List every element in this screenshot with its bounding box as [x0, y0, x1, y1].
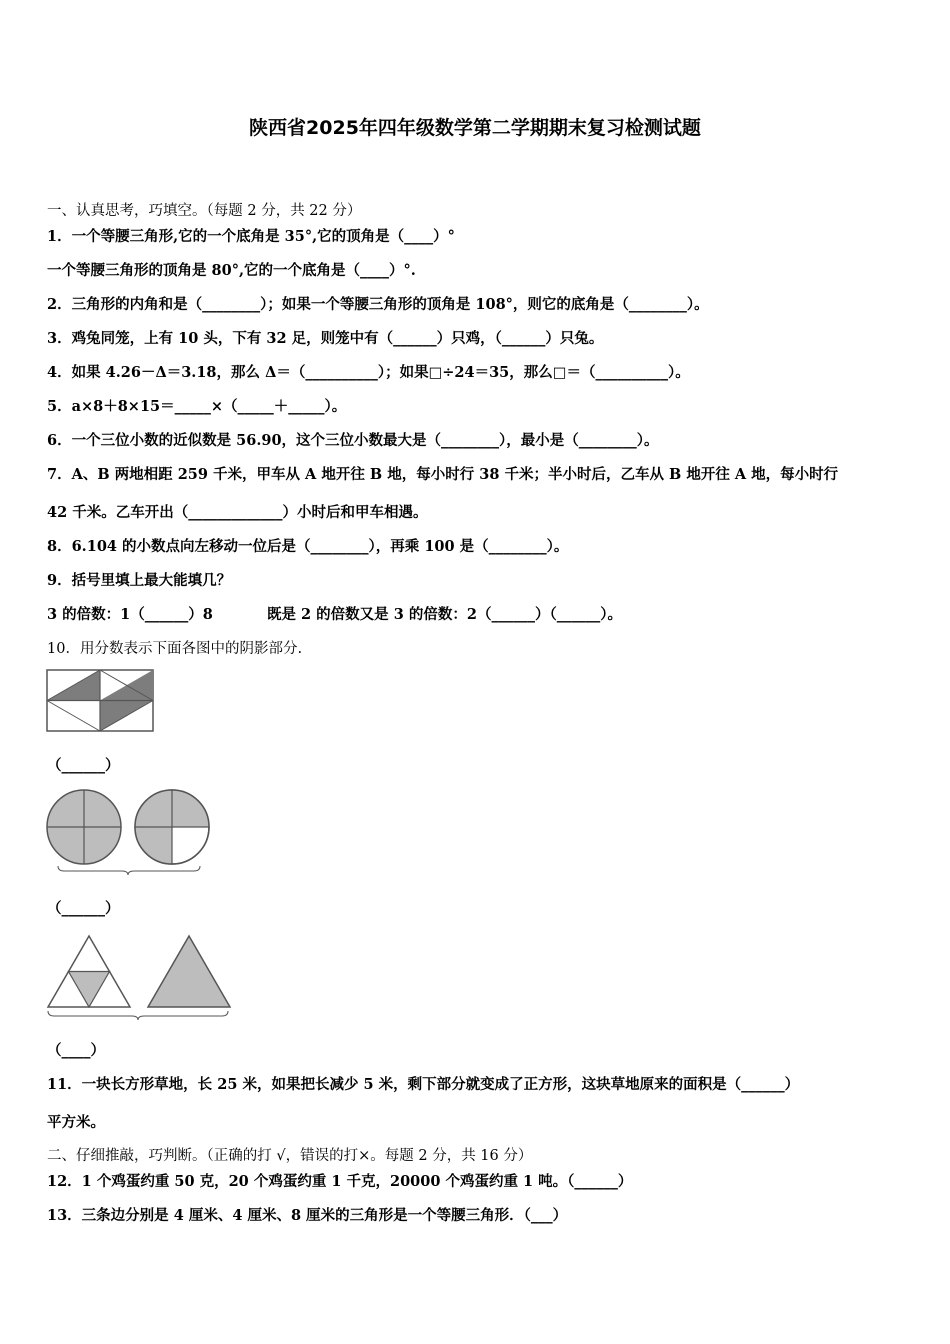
question-2: 2．三角形的内角和是（________）；如果一个等腰三角形的顶角是 108°，则它的底角是（________）。: [47, 296, 709, 313]
answer-blank-2: （______）: [47, 900, 120, 917]
question-11a: 11．一块长方形草地，长 25 米，如果把长减少 5 米，剩下部分就变成了正方形，这块草地原来的面积是（______）: [47, 1076, 800, 1093]
question-13: 13．三条边分别是 4 厘米、4 厘米、8 厘米的三角形是一个等腰三角形．（___）: [47, 1207, 568, 1224]
figure-two-circles: [44, 787, 216, 877]
question-9a: 3 的倍数：1（______）8: [47, 606, 213, 623]
answer-blank-1: （______）: [47, 757, 120, 774]
question-7b: 42 千米。乙车开出（_____________）小时后和甲车相遇。: [47, 504, 428, 521]
question-3: 3．鸡兔同笼，上有 10 头，下有 32 足，则笼中有（______）只鸡，（______）只兔。: [47, 330, 604, 347]
question-9: 9．括号里填上最大能填几？: [47, 572, 232, 589]
answer-blank-3: （____）: [47, 1042, 105, 1059]
question-11b: 平方米。: [47, 1114, 105, 1131]
section-1-heading: 一、认真思考，巧填空。（每题 2 分，共 22 分）: [47, 203, 362, 219]
section-2-heading: 二、仔细推敲，巧判断。（正确的打 √，错误的打×。每题 2 分，共 16 分）: [47, 1148, 533, 1164]
figure-triangles: [44, 932, 234, 1022]
question-6: 6．一个三位小数的近似数是 56.90，这个三位小数最大是（________），最小是（________）。: [47, 432, 659, 449]
question-1b: 一个等腰三角形的顶角是 80°,它的一个底角是（____）°.: [47, 262, 416, 279]
question-12: 12．1 个鸡蛋约重 50 克，20 个鸡蛋约重 1 千克，20000 个鸡蛋约重 1 吨。（______）: [47, 1173, 633, 1190]
figure-rectangle-triangles: [46, 669, 156, 733]
question-4: 4．如果 4.26－Δ＝3.18，那么 Δ＝（__________）；如果□÷24＝35，那么□＝（__________）。: [47, 364, 690, 381]
page-title: 陕西省2025年四年级数学第二学期期末复习检测试题: [249, 117, 701, 139]
question-5: 5．a×8＋8×15＝_____×（_____＋_____）。: [47, 398, 347, 415]
question-7a: 7．A、B 两地相距 259 千米，甲车从 A 地开往 B 地，每小时行 38 千米；半小时后，乙车从 B 地开往 A 地，每小时行: [47, 466, 839, 483]
question-1a: 1．一个等腰三角形,它的一个底角是 35°,它的顶角是（____）°: [47, 228, 455, 245]
question-10: 10．用分数表示下面各图中的阴影部分.: [47, 641, 303, 657]
question-8: 8．6.104 的小数点向左移动一位后是（________），再乘 100 是（________）。: [47, 538, 569, 555]
question-9b: 既是 2 的倍数又是 3 的倍数：2（______）（______）。: [267, 606, 622, 623]
